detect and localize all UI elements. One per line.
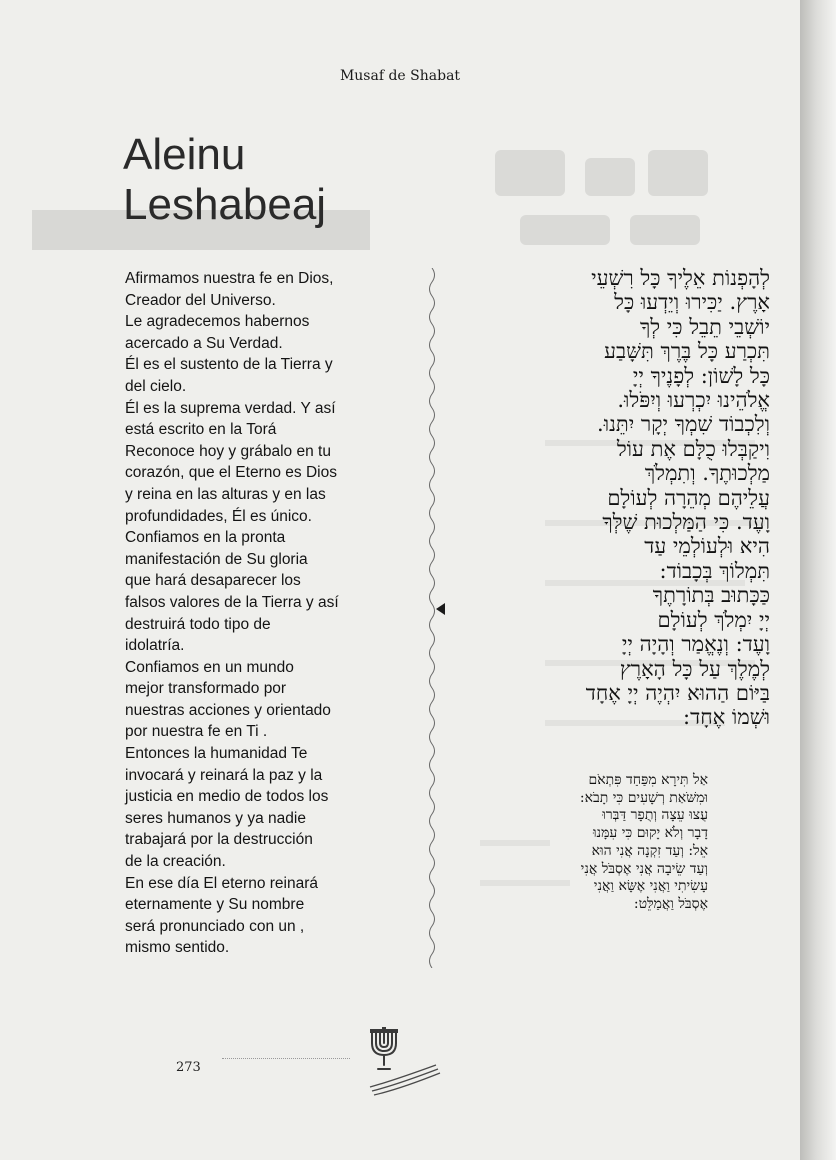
spanish-line: Él es el sustento de la Tierra y [125,356,333,374]
spanish-line: falsos valores de la Tierra y así [125,593,339,611]
spanish-line: Reconoce hoy y grábalo en tu [125,442,331,460]
hebrew-line: לְמֶלֶךְ עַל כָּל הָאָרֶץ [619,656,770,681]
spanish-line: de la creación. [125,853,226,871]
spanish-line: Le agradecemos habernos [125,313,310,331]
wavy-divider [420,268,444,968]
hebrew-small-line: עָשִׂיתִי וַאֲנִי אֶשָּׂא וַאֲנִי [593,878,708,895]
spanish-line: manifestación de Su gloria [125,550,308,568]
hebrew-line: הִיא וּלְעוֹלְמֵי עַד [644,534,770,559]
running-header: Musaf de Shabat [339,68,461,84]
spanish-line: Confiamos en la pronta [125,529,286,547]
hebrew-line: וּשְׁמוֹ אֶחָד: [683,705,770,730]
hebrew-line: לְהָפְנוֹת אֵלֶיךָ כָּל רִשְׁעֵי [591,266,770,290]
menorah-logo-icon [362,1025,444,1105]
hebrew-line: וְלִכְבוֹד שִׁמְךָ יְקָר יִתֵּנוּ. [597,412,770,437]
footer-rule [222,1058,350,1059]
hebrew-line: וִיקַבְּלוּ כֻלָּם אֶת עוֹל [616,436,770,461]
hebrew-line: בַּיּוֹם הַהוּא יִהְיֶה יְיָ אֶחָד [585,680,770,705]
hebrew-line: תִּכְרַע כָּל בֶּרֶךְ תִּשָּׁבַע [604,339,770,364]
page-number: 273 [176,1060,201,1075]
spanish-line: Él es la suprema verdad. Y así [125,399,336,417]
spanish-line: Afirmamos nuestra fe en Dios, [125,270,334,287]
spanish-line: Confiamos en un mundo [125,658,294,676]
hebrew-supplementary-verse [480,772,708,914]
hebrew-line: כָּל לָשׁוֹן: לְפָנֶיךָ יְיָ [632,363,770,388]
spanish-line: mejor transformado por [125,680,287,698]
spanish-line: trabajará por la destrucción [125,831,313,849]
hebrew-small-line: דָבָר וְלֹא יָקוּם כִּי עִמָּנוּ [592,825,708,842]
hebrew-small-line: אַל תִּירָא מִפַּחַד פִּתְאֹם [588,772,708,788]
page-title-line-2: Leshabeaj [123,180,327,229]
hebrew-small-line: אֵל: וְעַד זִקְנָה אֲנִי הוּא [591,842,708,859]
spanish-line: acercado a Su Verdad. [125,334,283,352]
page-title [123,130,326,230]
hebrew-small-line: עֻצוּ עֵצָה וְתֻפָר דַּבְּרוּ [602,807,708,824]
hebrew-line: מַלְכוּתֶךָ. וְתִמְלֹךְ [644,461,770,486]
spanish-line: Creador del Universo. [125,291,276,309]
spanish-line: idolatría. [125,637,185,655]
spanish-line: En ese día El eterno reinará [125,874,319,892]
spanish-line: destruirá todo tipo de [125,615,271,633]
continuation-arrow-icon [436,603,445,615]
hebrew-prayer-text [470,266,770,730]
spanish-line: será pronunciado con un , [125,917,305,935]
spanish-line: profundidades, Él es único. [125,507,312,525]
spanish-line: seres humanos y ya nadie [125,809,306,827]
spanish-line: mismo sentido. [125,939,230,957]
spanish-line: eternamente y Su nombre [125,896,305,914]
hebrew-line: אֱלֹהֵינוּ יִכְרְעוּ וְיִפֹּלוּ. [617,388,770,413]
hebrew-small-line: וּמִשֹּׁאַת רְשָׁעִים כִּי תָבֹא: [579,789,708,806]
spanish-line: Entonces la humanidad Te [125,745,308,763]
hebrew-line: אָרֶץ. יַכִּירוּ וְיֵדְעוּ כָּל [614,290,770,315]
page-title-line-1: Aleinu [123,130,246,179]
hebrew-small-line: אֶסְבֹּל וַאֲמַלֵּט: [633,895,708,912]
spanish-line: del cielo. [125,377,187,395]
hebrew-line: וָעֶד. כִּי הַמַּלְכוּת שֶׁלְּךָ [602,510,770,535]
hebrew-line: כַּכָּתוּב בְּתוֹרָתֶךָ [652,583,770,608]
spanish-line: justicia en medio de todos los [125,788,329,806]
spanish-translation [125,268,425,959]
spanish-line: por nuestra fe en Ti . [125,723,268,741]
hebrew-small-line: וְעַד שֵׂיבָה אֲנִי אֶסְבֹּל אֲנִי [580,860,708,877]
hebrew-line: יְיָ יִמְלֹךְ לְעוֹלָם [657,607,770,632]
spanish-line: corazón, que el Eterno es Dios [125,464,337,482]
hebrew-line: תִּמְלוֹךְ בְּכָבוֹד: [659,558,770,583]
book-spine-shadow [800,0,836,1160]
spanish-line: invocará y reinará la paz y la [125,766,323,784]
hebrew-line: עֲלֵיהֶם מְהֵרָה לְעוֹלָם [607,485,770,510]
spanish-line: nuestras acciones y orientado [125,701,331,719]
spanish-line: y reina en las alturas y en las [125,485,326,503]
spanish-line: que hará desaparecer los [125,572,301,590]
spanish-line: está escrito en la Torá [125,421,277,439]
hebrew-line: יוֹשְׁבֵי תֵבֵל כִּי לְךָ [639,314,770,339]
hebrew-line: וָעֶד: וְנֶאֱמַר וְהָיָה יְיָ [621,632,770,657]
